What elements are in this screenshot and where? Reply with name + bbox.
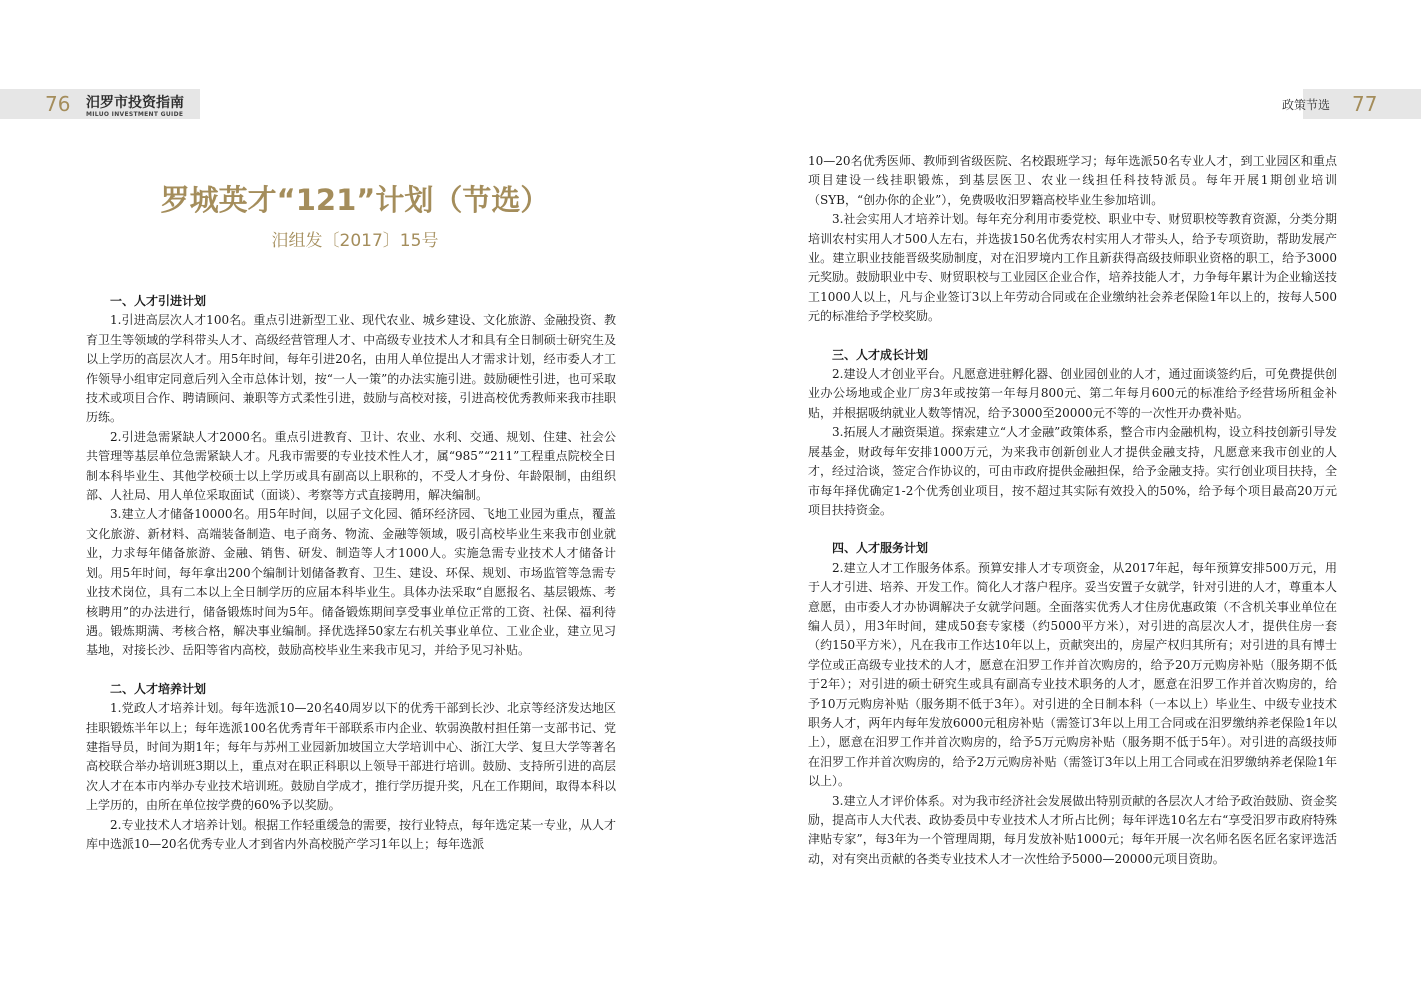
spacer [808, 520, 1337, 539]
section-heading: 三、人才成长计划 [832, 347, 929, 362]
paragraph: 3.建立人才储备10000名。用5年时间，以屈子文化园、循环经济园、飞地工业园为重点，覆盖文化旅游、新材料、高端装备制造、电子商务、物流、金融等领域，吸引高校毕业生来我市创业就业，力求每年储备旅游、金融、销售、研发、制造等人才1000人。实施急需专业技术人才储备计划。用5年时间，每年拿出200个编制计划储备教育、卫生、建设、环保、规划、市场监管等急需专业技术岗位，具有二本以上全日制学历的应届本科毕业生。具体办法采取“自愿报名、基层锻炼、考核聘用”的办法进行，储备锻炼时间为5年。储备锻炼期间享受事业单位正常的工资、社保、福利待遇。锻炼期满、考核合格，解决事业编制。择优选择50家左右机关事业单位、工业企业，建立见习基地，对接长沙、岳阳等省内高校，鼓励高校毕业生来我市见习，并给予见习补贴。 [86, 507, 616, 658]
paragraph: 3.建立人才评价体系。对为我市经济社会发展做出特别贡献的各层次人才给予政治鼓励、资金奖励，提高市人大代表、政协委员中专业技术人才所占比例；每年评选10名左右“享受汨罗市政府特殊津贴专家”，每3年为一个管理周期，每月发放补贴1000元；每年开展一次名师名医名匠名家评选活动，对有突出贡献的各类专业技术人才一次性给予5000—20000元项目资助。 [808, 793, 1337, 866]
spacer [86, 661, 616, 680]
guide-subtitle: MILUO INVESTMENT GUIDE [86, 111, 184, 118]
paragraph: 1.党政人才培养计划。每年选派10—20名40周岁以下的优秀干部到长沙、北京等经济发达地区挂职锻炼半年以上；每年选派100名优秀青年干部联系市内企业、软弱涣散村担任第一支部书记、党建指导员，时间为期1年；每年与苏州工业园新加坡国立大学培训中心、浙江大学、复旦大学等著名高校联合举办培训班3期以上，重点对在职正科职以上领导干部进行培训。鼓励、支持所引进的高层次人才在本市内举办专业技术培训班。鼓励自学成才，推行学历提升奖，凡在工作期间，取得本科以上学历的，由所在单位按学费的60%予以奖励。 [86, 701, 616, 813]
right-page-number: 77 [1352, 92, 1378, 116]
paragraph: 3.社会实用人才培养计划。每年充分利用市委党校、职业中专、财贸职校等教育资源，分类分期培训农村实用人才500人左右，并选拔150名优秀农村实用人才带头人，给予专项资助，帮助发展产业。建立职业技能晋级奖励制度，对在汨罗境内工作且新获得高级技师职业资格的职工，给予3000元奖励。鼓励职业中专、财贸职校与工业园区企业合作，培养技能人才，力争每年累计为企业输送技工1000人以上，凡与企业签订3以上年劳动合同或在企业缴纳社会养老保险1年以上的，按每人500元的标准给予学校奖励。 [808, 212, 1337, 324]
paragraph: 2.专业技术人才培养计划。根据工作轻重缓急的需要，按行业特点，每年选定某一专业，从人才库中选派10—20名优秀专业人才到省内外高校脱产学习1年以上；每年选派 [86, 817, 616, 851]
paragraph: 1.引进高层次人才100名。重点引进新型工业、现代农业、城乡建设、文化旅游、金融投资、教育卫生等领域的学科带头人才、高级经营管理人才、中高级专业技术人才和具有全日制硕士研究生及以上学历的高层次人才。用5年时间，每年引进20名，由用人单位提出人才需求计划，经市委人才工作领导小组审定同意后列入全市总体计划，按“一人一策”的办法实施引进。鼓励硬性引进，也可采取技术或项目合作、聘请顾问、兼职等方式柔性引进，鼓励与高校对接，引进高校优秀教师来我市挂职历练。 [86, 313, 616, 425]
document-title: 罗城英才“121”计划（节选） [160, 183, 550, 217]
section-heading: 一、人才引进计划 [110, 294, 207, 308]
section-name: 政策节选 [1282, 98, 1331, 112]
spacer [808, 327, 1337, 346]
paragraph: 2.建设人才创业平台。凡愿意进驻孵化器、创业园创业的人才，通过面谈签约后，可免费提供创业办公场地或企业厂房3年或按第一年每月800元、第二年每月600元的标准给予经营场所租金补贴，并根据吸纳就业人数等情况，给予3000至20000元不等的一次性开办费补贴。 [808, 367, 1337, 420]
left-page-number: 76 [45, 92, 71, 116]
right-column [808, 152, 1337, 869]
document-number: 汨组发〔2017〕15号 [271, 231, 439, 251]
paragraph: 2.建立人才工作服务体系。预算安排人才专项资金，从2017年起，每年预算安排500万元，用于人才引进、培养、开发工作。简化人才落户程序。妥当安置子女就学，针对引进的人才，尊重本人意愿，由市委人才办协调解决子女就学问题。全面落实优秀人才住房优惠政策（不含机关事业单位在编人员），用3年时间，建成50套专家楼（约5000平方米），对引进的高层次人才，提供住房一套（约150平方米），凡在我市工作达10年以上，贡献突出的，房屋产权归其所有；对引进的具有博士学位或正高级专业技术的人才，愿意在汨罗工作并首次购房的，给予20万元购房补贴（服务期不低于2年）；对引进的硕士研究生或具有副高专业技术职务的人才，愿意在汨罗工作并首次购房的，给予10万元购房补贴（服务期不低于3年）。对引进的全日制本科（一本以上）毕业生、中级专业技术职务人才，两年内每年发放6000元租房补贴（需签订3年以上用工合同或在汨罗缴纳养老保险1年以上），愿意在汨罗工作并首次购房的，给予5万元购房补贴（服务期不低于5年）。对引进的高级技师在汨罗工作并首次购房的，给予2万元购房补贴（需签订3年以上用工合同或在汨罗缴纳养老保险1年以上）。 [808, 560, 1337, 789]
guide-title: 汨罗市投资指南 [86, 95, 184, 111]
section-heading: 二、人才培养计划 [110, 681, 207, 696]
paragraph: 2.引进急需紧缺人才2000名。重点引进教育、卫计、农业、水利、交通、规划、住建、社会公共管理等基层单位急需紧缺人才。凡我市需要的专业技术性人才，属“985”“211”工程重点院校全日制本科毕业生、其他学校硕士以上学历或具有副高以上职称的，不受人才身份、年龄限制，由组织部、人社局、用人单位采取面试（面谈）、考察等方式直接聘用，解决编制。 [86, 429, 616, 503]
paragraph: 3.拓展人才融资渠道。探索建立“人才金融”政策体系，整合市内金融机构，设立科技创新引导发展基金，财政每年安排1000万元，为来我市创新创业人才提供金融支持，凡愿意来我市创业的人才，经过洽谈，签定合作协议的，可由市政府提供金融担保，给予金融支持。实行创业项目扶持，全市每年择优确定1-2个优秀创业项目，按不超过其实际有效投入的50%，给予每个项目最高20万元项目扶持资金。 [808, 425, 1337, 517]
section-heading: 四、人才服务计划 [832, 541, 929, 556]
left-column [86, 292, 616, 854]
paragraph-continued: 10—20名优秀医师、教师到省级医院、名校跟班学习；每年选派50名专业人才，到工业园区和重点项目建设一线挂职锻炼，到基层医卫、农业一线担任科技特派员。每年开展1期创业培训（SYB，“创办你的企业”），免费吸收汨罗籍高校毕业生参加培训。 [808, 154, 1337, 207]
